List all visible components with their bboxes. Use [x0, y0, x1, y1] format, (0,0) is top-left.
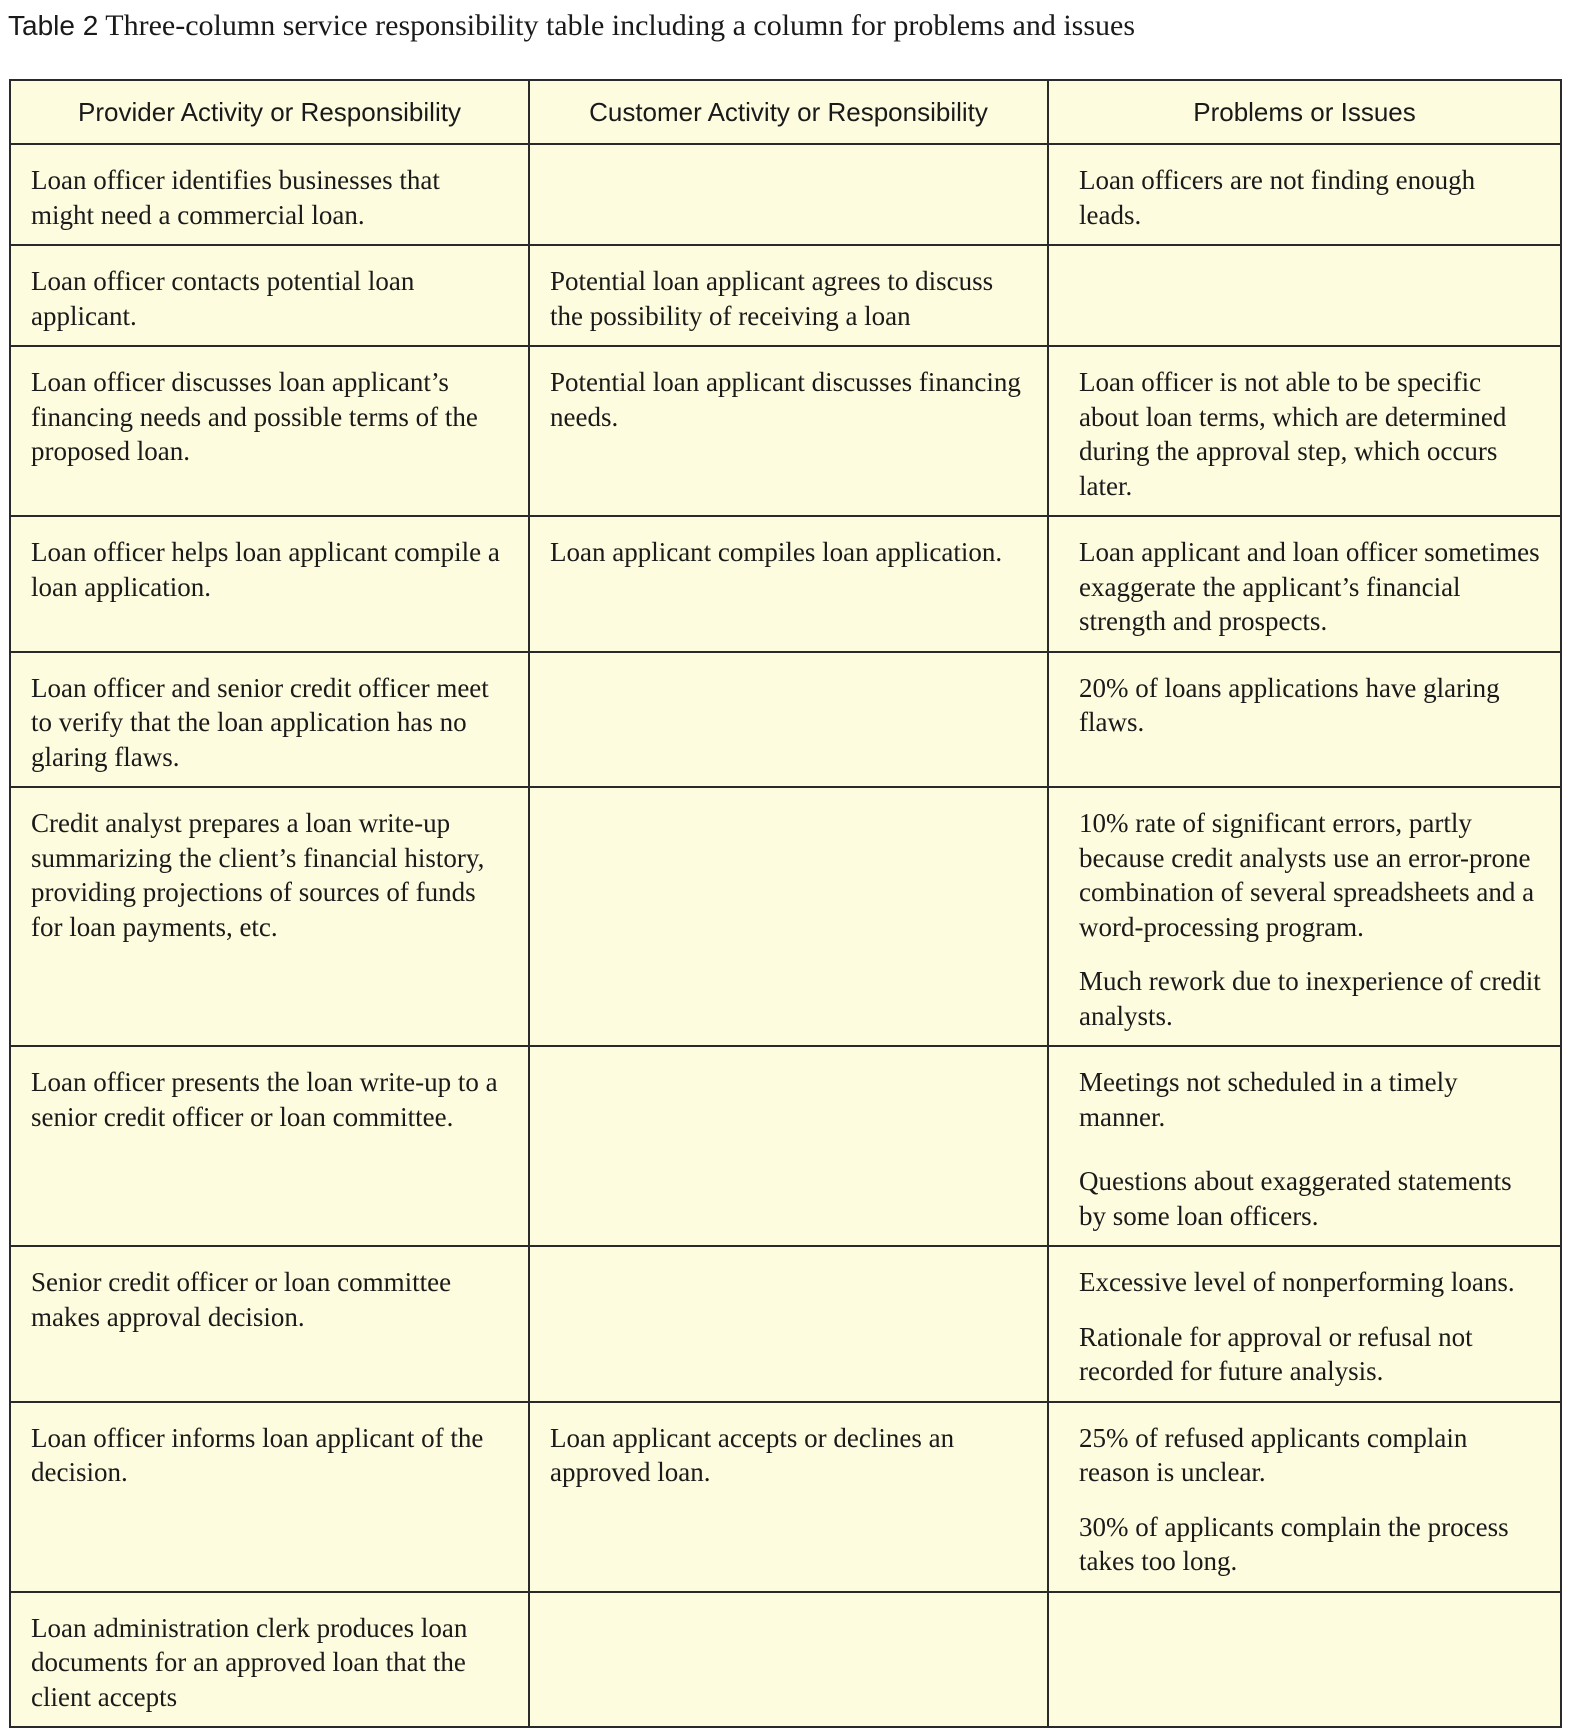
table-row [10, 144, 1561, 245]
issues-cell [1048, 346, 1561, 516]
provider-cell: Loan officer discusses loan applicant’s financing needs and possible terms of the proposed loan. [10, 346, 529, 516]
issue-text: Questions about exaggerated statements by some loan officers. [1079, 1166, 1512, 1231]
customer-cell [529, 1592, 1048, 1728]
table-row [10, 1402, 1561, 1592]
provider-cell: Loan officer and senior credit officer meet to verify that the loan application has no glaring flaws. [10, 652, 529, 788]
issues-cell [1048, 245, 1561, 346]
provider-cell: Loan officer identifies businesses that might need a commercial loan. [10, 144, 529, 245]
table-title: Three-column service responsibility table including a column for problems and issues [105, 9, 1136, 42]
issues-cell [1048, 1402, 1561, 1592]
issue-text: Much rework due to inexperience of credit analysts. [1079, 966, 1541, 1031]
table-row [10, 245, 1561, 346]
provider-cell: Loan officer presents the loan write-up to a senior credit officer or loan committee. [10, 1046, 529, 1246]
customer-cell: Loan applicant accepts or declines an approved loan. [529, 1402, 1048, 1592]
customer-cell: Loan applicant compiles loan application. [529, 516, 1048, 652]
issue-text: 30% of applicants complain the process takes too long. [1079, 1511, 1509, 1576]
issues-cell [1048, 1046, 1561, 1246]
customer-cell [529, 787, 1048, 1046]
issue-text: Excessive level of nonperforming loans. [1079, 1267, 1515, 1297]
issues-cell [1048, 516, 1561, 652]
issue-text: 10% rate of significant errors, partly because credit analysts use an error-prone combination of several spreadsheets and a word-processing program. [1079, 808, 1535, 942]
customer-cell: Potential loan applicant discusses financing needs. [529, 346, 1048, 516]
issue-text: Loan officer is not able to be specific about loan terms, which are determined during the approval step, which occurs later. [1079, 367, 1507, 501]
customer-cell [529, 1246, 1048, 1402]
issues-cell [1048, 1592, 1561, 1728]
header-issues: Problems or Issues [1048, 80, 1561, 144]
issue-text: Rationale for approval or refusal not recorded for future analysis. [1079, 1321, 1473, 1386]
table-row [10, 652, 1561, 788]
customer-cell: Potential loan applicant agrees to discuss the possibility of receiving a loan [529, 245, 1048, 346]
header-customer: Customer Activity or Responsibility [529, 80, 1048, 144]
provider-cell: Loan officer contacts potential loan applicant. [10, 245, 529, 346]
issues-cell [1048, 652, 1561, 788]
table-row [10, 516, 1561, 652]
issue-text: Loan officers are not finding enough leads. [1079, 165, 1476, 230]
table-row [10, 346, 1561, 516]
issues-cell [1048, 787, 1561, 1046]
table-body [10, 144, 1561, 1727]
header-row [10, 80, 1561, 144]
table-header [10, 80, 1561, 144]
customer-cell [529, 652, 1048, 788]
provider-cell: Credit analyst prepares a loan write-up summarizing the client’s financial history, providing projections of sources of funds for loan payments, etc. [10, 787, 529, 1046]
issue-text: 20% of loans applications have glaring flaws. [1079, 672, 1500, 737]
table-row [10, 1246, 1561, 1402]
table-row [10, 1046, 1561, 1246]
provider-cell: Senior credit officer or loan committee makes approval decision. [10, 1246, 529, 1402]
issues-cell [1048, 144, 1561, 245]
table-label: Table 2 [8, 10, 99, 41]
table-caption [8, 4, 1135, 48]
table-row [10, 1592, 1561, 1728]
issue-text: 25% of refused applicants complain reason is unclear. [1079, 1422, 1468, 1487]
table-row [10, 787, 1561, 1046]
customer-cell [529, 1046, 1048, 1246]
service-responsibility-table [9, 79, 1562, 1728]
issues-cell [1048, 1246, 1561, 1402]
issue-text: Loan applicant and loan officer sometimes exaggerate the applicant’s financial strength and prospects. [1079, 537, 1540, 636]
provider-cell: Loan officer helps loan applicant compile a loan application. [10, 516, 529, 652]
issue-text: Meetings not scheduled in a timely manner. [1079, 1067, 1458, 1132]
provider-cell: Loan officer informs loan applicant of the decision. [10, 1402, 529, 1592]
header-provider: Provider Activity or Responsibility [10, 80, 529, 144]
customer-cell [529, 144, 1048, 245]
provider-cell: Loan administration clerk produces loan documents for an approved loan that the client accepts [10, 1592, 529, 1728]
